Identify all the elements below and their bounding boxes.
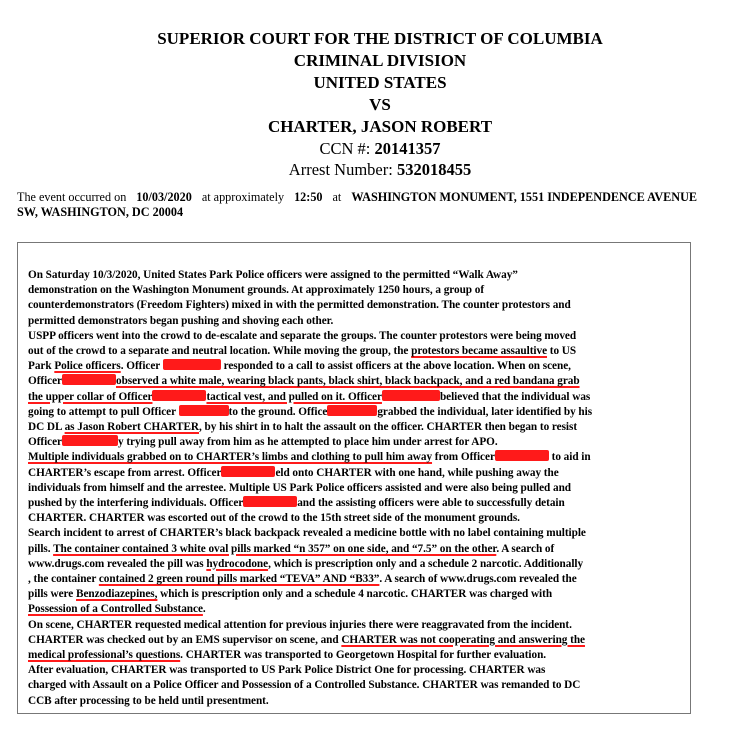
redaction-block [327,405,377,416]
text-run: which is prescription only and a schedule 4 narcotic. CHARTER was charged with [157,588,553,601]
highlight-underline: observed a white male, wearing black pants, black shirt, black backpack, and a red bandana grab [116,375,580,388]
narrative-line [28,572,688,587]
plaintiff-name: UNITED STATES [313,73,447,92]
court-name: SUPERIOR COURT FOR THE DISTRICT OF COLUMBIA [157,29,603,48]
narrative-text [28,268,688,709]
text-run: Officer [28,375,62,388]
narrative-line [28,466,688,481]
text-run: CHARTER was checked out by an EMS supervisor on scene, and [28,633,342,646]
ccn-label: CCN #: [319,139,375,158]
text-run: to the ground. Office [228,405,328,418]
text-run: eld onto CHARTER with one hand, while pushing away the [275,466,559,479]
text-run: to US [547,345,577,358]
text-run: Park [28,360,55,373]
text-run: . Officer [120,360,161,373]
narrative-line [28,405,688,420]
text-run: pills were [28,588,76,601]
text-run: from Officer [432,451,495,464]
redaction-block [152,390,206,401]
event-mid: at approximately [201,190,285,204]
ccn-value: 20141357 [374,139,441,158]
text-run: . A search of [496,542,555,555]
event-at: at [332,190,342,204]
narrative-line [28,344,688,359]
text-run: , which is prescription only and a schedule 2 narcotic. Additionally [268,557,584,570]
narrative-line [28,587,688,602]
versus-label: VS [369,95,391,114]
highlight-underline: the upper collar of Officer [28,390,153,403]
text-run: , by his shirt in to halt the assault on the officer. CHARTER then began to resist [199,421,578,434]
text-run: . [202,603,206,616]
redaction-block [62,435,118,446]
text-run: responded to a call to assist officers at the above location. When on scene, [220,360,571,373]
narrative-line: permitted demonstrators began pushing and shoving each other. [28,314,334,327]
division-name: CRIMINAL DIVISION [293,51,467,70]
defendant-name: CHARTER, JASON ROBERT [267,117,493,136]
event-intro: The event occurred on [17,190,127,204]
text-run: . A search of www.drugs.com revealed the [379,573,577,586]
narrative-line [28,450,688,465]
highlight-underline: hydrocodone [206,557,269,570]
text-run: www.drugs.com revealed the pill was [28,557,207,570]
arrest-label: Arrest Number: [288,160,397,179]
narrative-line: On Saturday 10/3/2020, United States Park Police officers were assigned to the permitted “Walk Away” [28,269,518,281]
highlight-underline: Police officers [54,360,121,373]
redaction-block [163,359,221,370]
highlight-underline: The container contained 3 white oval pills marked “n 357” on one side, and “7.5” on the other [53,542,497,555]
arrest-line [0,159,752,180]
narrative-line: Search incident to arrest of CHARTER’s black backpack revealed a medicine bottle with no label containing multiple [28,527,586,540]
highlight-underline: medical professional’s questions [28,649,181,662]
narrative-line: charged with Assault on a Police Officer and Possession of a Controlled Substance. CHARTER was remanded to DC [28,679,581,692]
redaction-block [243,496,297,507]
narrative-line: demonstration on the Washington Monument grounds. At approximately 1250 hours, a group of [28,284,485,297]
narrative-line [28,420,688,435]
event-time: 12:50 [294,190,323,204]
highlight-underline: CHARTER was not cooperating and answering the [341,633,585,646]
highlight-underline: tactical vest, and pulled on it. Officer [206,390,382,403]
narrative-line: CHARTER. CHARTER was escorted out of the crowd to the 15th street side of the monument grounds. [28,512,520,525]
narrative-line [28,374,688,389]
case-header [0,28,752,180]
highlight-underline: contained 2 green round pills marked “TEVA” AND “B33” [98,573,380,586]
highlight-underline: Benzodiazepines, [76,588,158,601]
highlight-underline: protestors became assaultive [411,345,548,358]
narrative-line: USPP officers went into the crowd to de-escalate and separate the groups. The counter protestors were being moved [28,329,577,342]
text-run: CHARTER’s escape from arrest. Officer [28,466,222,479]
arrest-number: 532018455 [396,160,472,179]
highlight-underline: as Jason Robert CHARTER [64,421,199,434]
text-run: out of the crowd to a separate and neutral location. While moving the group, the [28,345,412,358]
text-run: y trying pull away from him as he attempted to place him under arrest for APO. [118,436,498,449]
text-run: believed that the individual was [439,390,591,403]
narrative-line [28,496,688,511]
narrative-line [28,542,688,557]
text-run: , the container [28,573,99,586]
narrative-line [28,359,688,374]
narrative-line: After evaluation, CHARTER was transported to US Park Police District One for processing. CHARTER was [28,664,546,677]
text-run: DC DL [28,421,65,434]
ccn-line [0,138,752,159]
redaction-block [382,390,440,401]
text-run: to aid in [548,451,591,464]
text-run: pills. [28,542,54,555]
event-location-2: SW, WASHINGTON, DC 20004 [17,205,184,219]
text-run: pushed by the interfering individuals. Officer [28,497,244,510]
narrative-line: CCB after processing to be held until presentment. [28,694,269,707]
narrative-line: individuals from himself and the arrestee. Multiple US Park Police officers assisted and were also being pulled and [28,481,572,494]
narrative-line [28,435,688,450]
narrative-line [28,557,688,572]
event-summary [17,190,747,220]
event-date: 10/03/2020 [136,190,192,204]
narrative-line: On scene, CHARTER requested medical attention for previous injuries there were reaggravated from the incident. [28,618,572,631]
text-run: Officer [28,436,62,449]
highlight-underline: Multiple individuals grabbed on to CHARTER’s limbs and clothing to pull him away [28,451,433,464]
text-run: grabbed the individual, later identified by his [377,405,593,418]
text-run: and the assisting officers were able to successfully detain [297,497,565,510]
redaction-block [62,374,116,385]
text-run: going to attempt to pull Officer [28,405,179,418]
redaction-block [221,466,275,477]
narrative-line [28,602,688,617]
narrative-line [28,633,688,648]
redaction-block [179,405,229,416]
event-location-1: WASHINGTON MONUMENT, 1551 INDEPENDENCE AVENUE [351,190,698,204]
highlight-underline: Possession of a Controlled Substance [28,603,203,616]
event-line-2 [17,205,747,220]
event-line-1 [17,190,747,205]
redaction-block [495,450,549,461]
narrative-line [28,390,688,405]
narrative-line [28,648,688,663]
narrative-line: counterdemonstrators (Freedom Fighters) mixed in with the permitted demonstration. The counter protestors and [28,299,571,312]
text-run: . CHARTER was transported to Georgetown Hospital for further evaluation. [180,649,547,662]
